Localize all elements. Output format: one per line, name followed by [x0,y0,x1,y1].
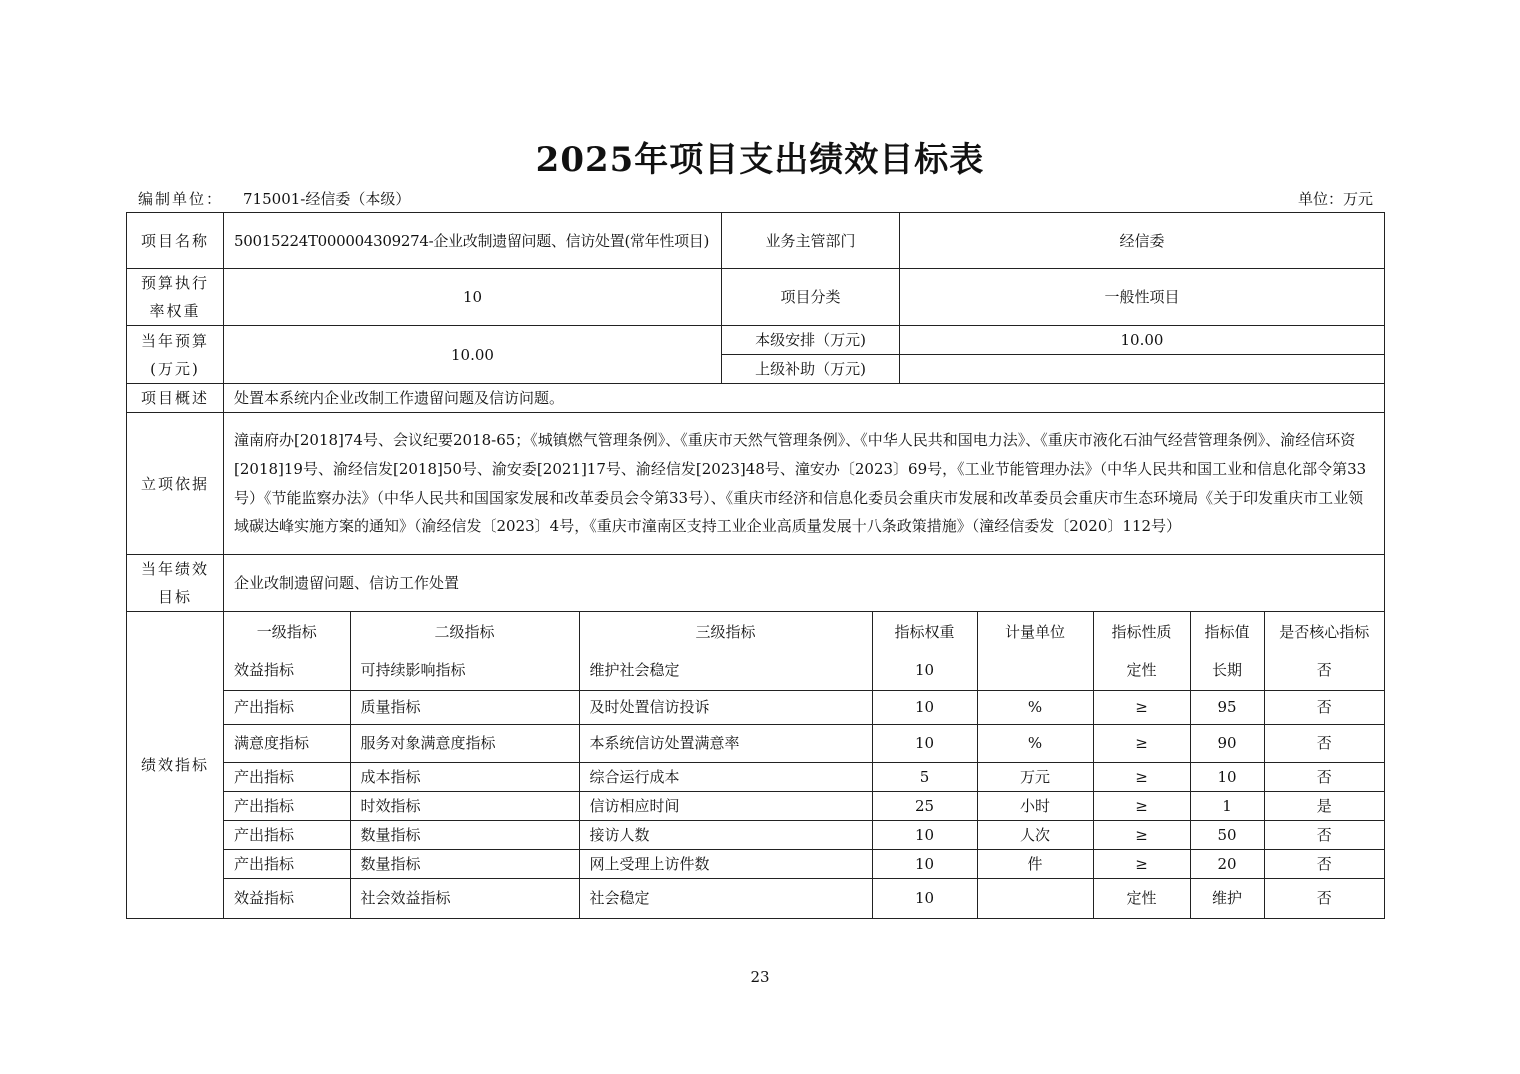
page-title: 2025年项目支出绩效目标表 [535,140,985,180]
category-label: 项目分类 [722,269,900,326]
basis-value: 潼南府办[2018]74号、会议纪要2018-65；《城镇燃气管理条例》、《重庆市天然气管理条例》、《中华人民共和国电力法》、《重庆市液化石油气经营管理条例》、渝经信环资[2018]19号、渝经信发[2018]50号、渝安委[2021]17号、渝经信发[2023]48号、潼安办〔2023〕69号，《工业节能管理办法》（中华人民共和国工业和信息化部令第33号）《节能监察办法》（中华人民共和国国家发展和改革委员会令第33号）、《重庆市经济和信息化委员会重庆市发展和改革委员会重庆市生态环境局《关于印发重庆市工业领域碳达峰实施方案的通知》（渝经信发〔2023〕4号，《重庆市潼南区支持工业企业高质量发展十八条政策措施》（潼经信委发〔2020〕112号） [224,413,1385,555]
goal-label: 当年绩效目标 [127,555,224,612]
local-funding-value: 10.00 [900,326,1385,355]
metrics-cell-value: 服务对象满意度指标 [350,724,579,762]
subsidy-label: 上级补助（万元) [722,355,900,384]
metrics-label: 绩效指标 [127,612,224,919]
metrics-cell-value: 50 [1190,820,1264,849]
metrics-cell-value: ≥ [1093,690,1190,724]
metrics-cell-value: ≥ [1093,791,1190,820]
metrics-header-cell: 计量单位 [977,612,1093,651]
currency-unit: 单位：万元 [1297,190,1373,208]
metrics-cell-value: 否 [1264,820,1384,849]
metrics-cell-value: 满意度指标 [224,724,350,762]
metrics-cell-value: 件 [977,849,1093,878]
metrics-cell-value: 信访相应时间 [579,791,872,820]
metrics-cell-value: 10 [1190,762,1264,791]
performance-table [126,212,1385,919]
metrics-cell-value: 90 [1190,724,1264,762]
metrics-cell-value: % [977,690,1093,724]
metrics-cell-value [977,878,1093,918]
metrics-cell-value: 5 [872,762,977,791]
metrics-cell-value: 定性 [1093,651,1190,690]
metrics-cell-value: 定性 [1093,878,1190,918]
metrics-cell-value: 否 [1264,651,1384,690]
metrics-row [224,791,1384,820]
metrics-cell-value: 是 [1264,791,1384,820]
metrics-cell-value: 产出指标 [224,849,350,878]
metrics-cell-value [977,651,1093,690]
metrics-cell-value: 小时 [977,791,1093,820]
local-funding-label: 本级安排（万元) [722,326,900,355]
metrics-cell-value: 产出指标 [224,791,350,820]
metrics-cell-value: 及时处置信访投诉 [579,690,872,724]
metrics-cell-value: 1 [1190,791,1264,820]
weight-value: 10 [224,269,722,326]
dept-value: 经信委 [900,213,1385,269]
metrics-cell-value: ≥ [1093,849,1190,878]
metrics-cell-value: 产出指标 [224,762,350,791]
metrics-cell-value: 效益指标 [224,651,350,690]
metrics-cell-value: 95 [1190,690,1264,724]
page-number: 23 [750,968,770,986]
metrics-row [224,724,1384,762]
metrics-cell-value: 成本指标 [350,762,579,791]
metrics-row [224,849,1384,878]
metrics-row [224,878,1384,918]
metrics-cell-value: 万元 [977,762,1093,791]
metrics-cell-value: 长期 [1190,651,1264,690]
metrics-cell-value: 效益指标 [224,878,350,918]
metrics-cell-value: 10 [872,820,977,849]
metrics-cell-value: ≥ [1093,762,1190,791]
project-name-label: 项目名称 [127,213,224,269]
category-value: 一般性项目 [900,269,1385,326]
metrics-cell-value: 否 [1264,724,1384,762]
metrics-header-cell: 指标权重 [872,612,977,651]
metrics-cell-value: 数量指标 [350,820,579,849]
budget-label: 当年预算(万元) [127,326,224,384]
metrics-header-row [224,612,1384,651]
metrics-cell-value: 否 [1264,762,1384,791]
metrics-cell-value: 接访人数 [579,820,872,849]
dept-label: 业务主管部门 [722,213,900,269]
basis-label: 立项依据 [127,413,224,555]
metrics-cell-value: 产出指标 [224,820,350,849]
metrics-header-cell: 一级指标 [224,612,350,651]
metrics-cell-value: % [977,724,1093,762]
metrics-cell-value: 10 [872,878,977,918]
metrics-header-cell: 二级指标 [350,612,579,651]
metrics-cell-value: 25 [872,791,977,820]
metrics-cell [224,612,1385,919]
metrics-cell-value: ≥ [1093,724,1190,762]
weight-label: 预算执行率权重 [127,269,224,326]
metrics-header-cell: 指标值 [1190,612,1264,651]
metrics-cell-value: ≥ [1093,820,1190,849]
subsidy-value [900,355,1385,384]
org-unit-value: 715001-经信委（本级） [243,190,411,208]
metrics-cell-value: 综合运行成本 [579,762,872,791]
metrics-cell-value: 社会稳定 [579,878,872,918]
metrics-cell-value: 10 [872,651,977,690]
metrics-cell-value: 社会效益指标 [350,878,579,918]
metrics-cell-value: 产出指标 [224,690,350,724]
budget-value: 10.00 [224,326,722,384]
overview-value: 处置本系统内企业改制工作遗留问题及信访问题。 [224,384,1385,413]
metrics-table [224,612,1384,918]
metrics-cell-value: 网上受理上访件数 [579,849,872,878]
metrics-header-cell: 三级指标 [579,612,872,651]
metrics-cell-value: 否 [1264,849,1384,878]
metrics-cell-value: 时效指标 [350,791,579,820]
metrics-cell-value: 维护 [1190,878,1264,918]
metrics-cell-value: 10 [872,849,977,878]
metrics-cell-value: 人次 [977,820,1093,849]
org-unit-label: 编制单位： [138,190,224,208]
overview-label: 项目概述 [127,384,224,413]
metrics-cell-value: 数量指标 [350,849,579,878]
metrics-row [224,762,1384,791]
metrics-header-cell: 指标性质 [1093,612,1190,651]
metrics-cell-value: 10 [872,690,977,724]
metrics-cell-value: 否 [1264,878,1384,918]
metrics-cell-value: 20 [1190,849,1264,878]
goal-value: 企业改制遗留问题、信访工作处置 [224,555,1385,612]
metrics-row [224,651,1384,690]
metrics-cell-value: 维护社会稳定 [579,651,872,690]
metrics-row [224,690,1384,724]
metrics-cell-value: 质量指标 [350,690,579,724]
metrics-cell-value: 否 [1264,690,1384,724]
metrics-row [224,820,1384,849]
metrics-cell-value: 10 [872,724,977,762]
metrics-cell-value: 可持续影响指标 [350,651,579,690]
org-unit [138,188,410,209]
metrics-header-cell: 是否核心指标 [1264,612,1384,651]
metrics-cell-value: 本系统信访处置满意率 [579,724,872,762]
project-name-value: 50015224T000004309274-企业改制遗留问题、信访处置(常年性项目) [224,213,722,269]
